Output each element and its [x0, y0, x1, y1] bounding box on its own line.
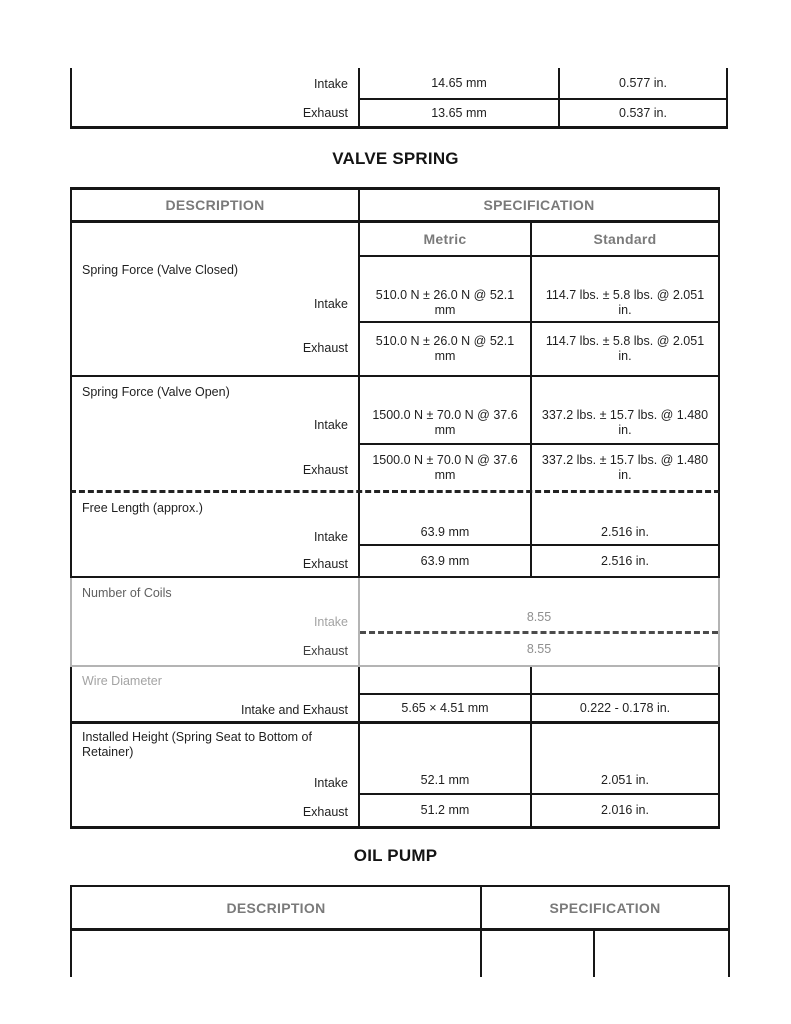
description-cell	[72, 578, 360, 665]
standard-value: 0.222 - 0.178 in.	[579, 700, 671, 715]
oil-pump-table-partial-row	[70, 931, 730, 977]
spec-group-number-of-coils	[70, 578, 720, 667]
row-label: Intake	[72, 68, 360, 100]
standard-value: 114.7 lbs. ± 5.8 lbs. @ 2.051 in.	[532, 257, 718, 323]
table-border-line	[593, 931, 595, 977]
table-header-row	[70, 187, 720, 223]
column-header-specification: SPECIFICATION	[483, 197, 595, 213]
section-title-oil-pump: OIL PUMP	[353, 846, 438, 865]
row-label-intake-and-exhaust: Intake and Exhaust	[240, 703, 348, 717]
coil-count-value: 8.55	[526, 642, 552, 656]
group-label: Free Length (approx.)	[82, 501, 203, 515]
description-cell	[72, 257, 360, 375]
column-header-description: DESCRIPTION	[72, 887, 482, 928]
spec-group-installed-height	[70, 724, 720, 829]
metric-value: 510.0 N ± 26.0 N @ 52.1 mm	[360, 257, 532, 323]
standard-value: 2.516 in.	[601, 553, 649, 568]
empty-description-cell	[72, 223, 360, 257]
standard-value: 2.016 in.	[601, 803, 649, 817]
column-header-specification: SPECIFICATION	[549, 899, 661, 916]
oil-pump-table-header-row	[70, 885, 730, 931]
metric-value: 52.1 mm	[360, 724, 532, 795]
description-cell	[72, 377, 360, 490]
metric-value: 14.65 mm	[360, 68, 560, 100]
row-label-exhaust: Exhaust	[302, 341, 348, 355]
description-cell	[72, 724, 360, 826]
coil-count-value: 8.55	[360, 578, 718, 634]
group-label: Number of Coils	[82, 586, 172, 600]
spec-group-spring-force-valve-open	[70, 377, 720, 493]
spec-group-free-length	[70, 493, 720, 578]
column-header-metric: Metric	[360, 223, 532, 257]
column-header-description: DESCRIPTION	[72, 190, 360, 220]
row-label-exhaust: Exhaust	[302, 463, 348, 477]
spec-group-spring-force-valve-closed	[70, 257, 720, 377]
standard-value: 337.2 lbs. ± 15.7 lbs. @ 1.480 in.	[541, 452, 709, 482]
row-label-intake: Intake	[313, 776, 348, 790]
valve-guide-table-fragment	[70, 68, 728, 129]
row-label-intake: Intake	[313, 418, 348, 432]
metric-value: 510.0 N ± 26.0 N @ 52.1 mm	[360, 323, 532, 375]
standard-value: 2.516 in.	[532, 493, 718, 546]
metric-value: 63.9 mm	[360, 493, 532, 546]
group-label: Wire Diameter	[82, 674, 162, 688]
row-label-intake: Intake	[313, 297, 348, 311]
row-label-intake: Intake	[313, 530, 348, 544]
row-label-intake: Intake	[313, 615, 348, 629]
row-label-exhaust: Exhaust	[302, 644, 348, 658]
metric-value: 63.9 mm	[360, 546, 532, 576]
section-title-valve-spring: VALVE SPRING	[332, 149, 459, 168]
group-label: Spring Force (Valve Open)	[82, 385, 230, 399]
standard-value: 2.051 in.	[532, 724, 718, 795]
table-border-line	[480, 931, 482, 977]
row-label-exhaust: Exhaust	[302, 805, 348, 819]
valve-spring-table	[70, 187, 720, 829]
table-subheader-row	[70, 223, 720, 257]
description-cell	[72, 667, 360, 721]
metric-value: 1500.0 N ± 70.0 N @ 37.6 mm	[360, 445, 532, 490]
spec-group-wire-diameter	[70, 667, 720, 724]
row-label-exhaust: Exhaust	[302, 557, 348, 571]
metric-value: 1500.0 N ± 70.0 N @ 37.6 mm	[360, 377, 532, 445]
metric-value: 13.65 mm	[360, 100, 560, 126]
empty-standard-cell	[532, 667, 718, 695]
standard-value: 0.577 in.	[560, 68, 726, 100]
column-header-standard: Standard	[532, 223, 718, 257]
group-label: Installed Height (Spring Seat to Bottom of Retainer)	[82, 730, 312, 759]
metric-value: 51.2 mm	[360, 795, 532, 826]
empty-metric-cell	[360, 667, 532, 695]
standard-value: 114.7 lbs. ± 5.8 lbs. @ 2.051 in.	[545, 334, 705, 363]
group-label: Spring Force (Valve Closed)	[82, 263, 239, 277]
description-cell	[72, 493, 360, 576]
standard-value: 337.2 lbs. ± 15.7 lbs. @ 1.480 in.	[532, 377, 718, 445]
row-label: Exhaust	[72, 100, 360, 126]
standard-value: 0.537 in.	[619, 105, 667, 120]
metric-value: 5.65 × 4.51 mm	[360, 695, 532, 721]
